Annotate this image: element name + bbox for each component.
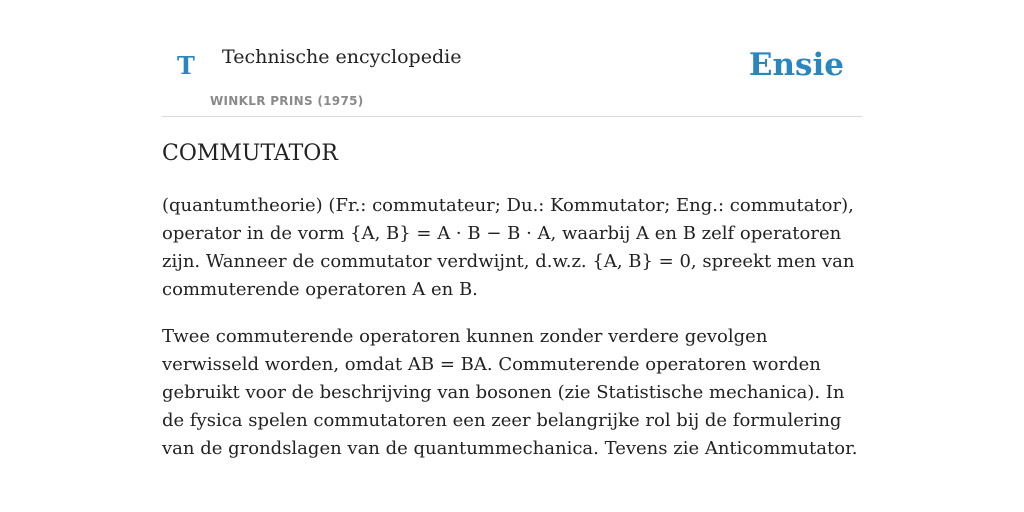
- page-header: [162, 0, 862, 117]
- article-paragraph: Twee commuterende operatoren kunnen zonder verdere gevolgen verwisseld worden, omdat AB = BA. Commuterende operatoren worden gebruikt voor de beschrijving van bosonen (zie Statistische mechanica). In de fysica spelen commutatoren een zeer belangrijke rol bij de formulering van de grondslagen van de quantummechanica. Tevens zie Anticommutator.: [162, 326, 858, 459]
- article-body: [162, 192, 862, 482]
- book-subtitle: WINKLR PRINS (1975): [210, 94, 364, 108]
- site-logo[interactable]: Ensie: [748, 47, 844, 83]
- book-title[interactable]: Technische encyclopedie: [222, 46, 462, 68]
- article-title: COMMUTATOR: [162, 141, 338, 166]
- book-logo-icon[interactable]: T: [177, 51, 195, 80]
- article-paragraph: (quantumtheorie) (Fr.: commutateur; Du.: Kommutator; Eng.: commutator), operator in de vorm {A, B} = A · B − B · A, waarbij A en B zelf operatoren zijn. Wanneer de commutator verdwijnt, d.w.z. {A, B} = 0, spreekt men van commuterende operatoren A en B.: [162, 195, 855, 300]
